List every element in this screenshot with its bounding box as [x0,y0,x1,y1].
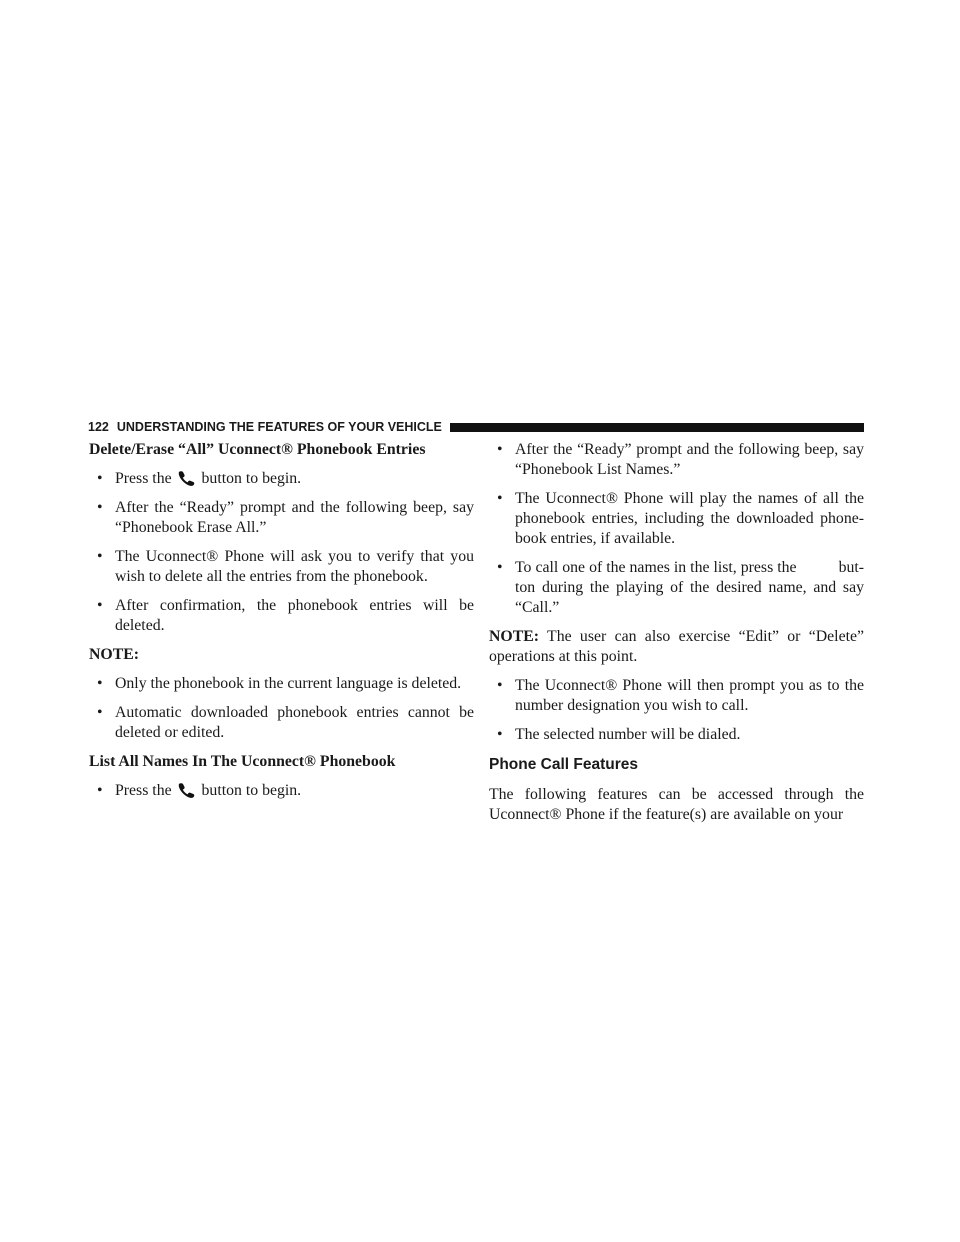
note-label: NOTE: [89,646,140,663]
list-item: • The Uconnect® Phone will play the names of all the phonebook entries, including the downloaded phone-book entries, if available. [497,490,864,547]
list-item: • Press the button to begin. [97,470,302,487]
list-item: • After the “Ready” prompt and the following beep, say “Phonebook List Names.” [497,441,864,478]
list-item: • The Uconnect® Phone will then prompt you as to the number designation you wish to call. [497,677,864,714]
header-rule [450,423,864,432]
body-paragraph: The following features can be accessed through the Uconnect® Phone if the feature(s) are available on your [489,786,864,823]
list-item: • After the “Ready” prompt and the following beep, say “Phonebook Erase All.” [97,499,474,536]
phone-handset-icon [177,470,197,486]
list-item: • Only the phonebook in the current language is deleted. [97,675,462,692]
list-item: • The Uconnect® Phone will ask you to verify that you wish to delete all the entries from the phonebook. [97,548,474,585]
heading-list-names: List All Names In The Uconnect® Phonebook [89,753,396,770]
list-item: • After confirmation, the phonebook entries will be deleted. [97,597,474,634]
section-title: UNDERSTANDING THE FEATURES OF YOUR VEHICLE [116,420,442,434]
bullet-dot: • [97,470,103,487]
right-column [489,440,864,825]
phone-handset-icon [177,782,197,798]
heading-delete-all: Delete/Erase “All” Uconnect® Phonebook Entries [89,441,426,458]
list-item: • The selected number will be dialed. [497,726,741,743]
list-item: • Automatic downloaded phonebook entries cannot be deleted or edited. [97,704,474,741]
heading-phone-call-features: Phone Call Features [489,756,639,773]
list-item: • Press the button to begin. [97,782,302,799]
note-label: NOTE: [489,628,540,645]
left-column [89,440,474,801]
note-paragraph: NOTE: The user can also exercise “Edit” or “Delete” operations at this point. [489,628,864,665]
page-number: 122 [88,420,109,434]
list-item: • To call one of the names in the list, press the but-ton during the playing of the desired name, and say “Call.” [497,559,865,616]
page-header [88,417,864,437]
